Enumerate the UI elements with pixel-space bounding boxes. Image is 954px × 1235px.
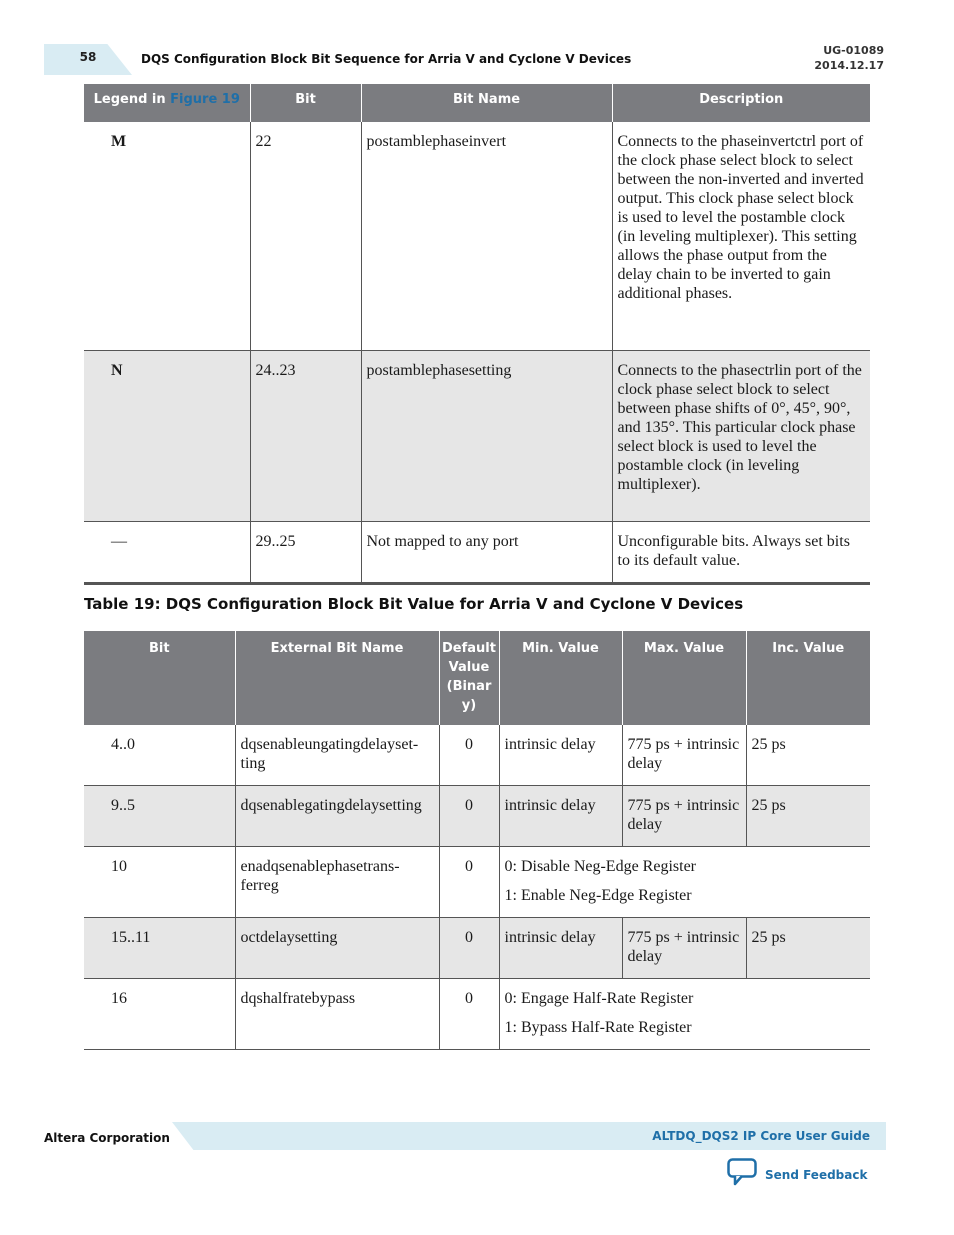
external-bit-name-cell: dqsenableungatingdelayset- ting — [235, 725, 439, 786]
table-row — [84, 979, 870, 1050]
table-header-row — [84, 631, 870, 725]
footer-guide-link[interactable]: ALTDQ_DQS2 IP Core User Guide — [652, 1129, 870, 1143]
default-value-cell: 0 — [439, 786, 499, 847]
max-value-cell: 775 ps + intrinsic delay — [622, 786, 746, 847]
legend-cell: M — [84, 122, 250, 350]
legend-cell: — — [84, 521, 250, 583]
column-header-legend — [84, 84, 250, 122]
bit-cell: 16 — [84, 979, 235, 1050]
column-header-max-value: Max. Value — [622, 631, 746, 725]
default-value-cell: 0 — [439, 847, 499, 918]
page-number: 58 — [79, 50, 97, 64]
column-header-external-bit-name: External Bit Name — [235, 631, 439, 725]
bit-cell: 4..0 — [84, 725, 235, 786]
external-bit-name-cell: dqsenablegatingdelaysetting — [235, 786, 439, 847]
default-value-cell: 0 — [439, 725, 499, 786]
external-bit-name-cell: enadqsenablephasetrans- ferreg — [235, 847, 439, 918]
table-row — [84, 786, 870, 847]
speech-bubble-icon — [727, 1158, 757, 1191]
min-value-cell: intrinsic delay — [499, 918, 622, 979]
table-row — [84, 350, 870, 521]
bit-name-cell: postamblephasesetting — [361, 350, 612, 521]
bit-cell: 15..11 — [84, 918, 235, 979]
table-row — [84, 122, 870, 350]
bit-cell: 10 — [84, 847, 235, 918]
bit-cell: 22 — [250, 122, 361, 350]
bit-name-cell: postamblephaseinvert — [361, 122, 612, 350]
min-value-cell: intrinsic delay — [499, 786, 622, 847]
column-header-bit: Bit — [84, 631, 235, 725]
column-header-description: Description — [612, 84, 870, 122]
column-header-bit-name: Bit Name — [361, 84, 612, 122]
bit-name-cell: Not mapped to any port — [361, 521, 612, 583]
default-value-cell: 0 — [439, 918, 499, 979]
max-value-cell: 775 ps + intrinsic delay — [622, 918, 746, 979]
column-header-min-value: Min. Value — [499, 631, 622, 725]
table-header-row — [84, 84, 870, 122]
max-value-cell: 775 ps + intrinsic delay — [622, 725, 746, 786]
document-date: 2014.12.17 — [814, 59, 884, 72]
inc-value-cell: 25 ps — [746, 725, 870, 786]
table-row — [84, 725, 870, 786]
table-row — [84, 918, 870, 979]
external-bit-name-cell: octdelaysetting — [235, 918, 439, 979]
option-line: 1: Bypass Half-Rate Register — [504, 1019, 692, 1036]
min-value-cell: intrinsic delay — [499, 725, 622, 786]
option-line: 0: Engage Half-Rate Register — [504, 990, 694, 1007]
bit-cell: 9..5 — [84, 786, 235, 847]
column-header-default-value: Default Value (Binary) — [439, 631, 499, 725]
column-header-inc-value: Inc. Value — [746, 631, 870, 725]
description-cell: Connects to the phasectrlin port of the clock phase select block to select between phase shifts of 0°, 45°, 90°, and 135°. This particular clock phase select block is used to level the postamble clock (in leveling multiplexer). — [612, 350, 870, 521]
table-row — [84, 847, 870, 918]
description-cell: Connects to the phaseinvertctrl port of the clock phase select block to select between the non-inverted and inverted output. This clock phase select block is used to level the postamble clock (in leveling multiplexer). This setting allows the phase output from the delay chain to be inverted to gain additional phases. — [612, 122, 870, 350]
inc-value-cell: 25 ps — [746, 918, 870, 979]
column-header-bit: Bit — [250, 84, 361, 122]
bit-cell: 29..25 — [250, 521, 361, 583]
figure-19-link[interactable]: Figure 19 — [170, 92, 240, 107]
document-id: UG-01089 — [823, 44, 884, 57]
document-meta — [814, 43, 884, 73]
description-cell: Unconfigurable bits. Always set bits to its default value. — [612, 521, 870, 583]
table-row — [84, 521, 870, 583]
bit-sequence-table — [84, 84, 870, 585]
send-feedback-button[interactable] — [727, 1158, 867, 1191]
inc-value-cell: 25 ps — [746, 786, 870, 847]
send-feedback-label: Send Feedback — [765, 1167, 868, 1182]
option-line: 0: Disable Neg-Edge Register — [504, 858, 696, 875]
value-options-cell — [499, 979, 870, 1050]
page-header-title: DQS Configuration Block Bit Sequence for Arria V and Cyclone V Devices — [141, 52, 632, 66]
value-options-cell — [499, 847, 870, 918]
legend-cell: N — [84, 350, 250, 521]
external-bit-name-cell: dqshalfratebypass — [235, 979, 439, 1050]
footer-company: Altera Corporation — [44, 1131, 170, 1145]
table-caption: Table 19: DQS Configuration Block Bit Value for Arria V and Cyclone V Devices — [84, 595, 744, 613]
default-value-cell: 0 — [439, 979, 499, 1050]
option-line: 1: Enable Neg-Edge Register — [504, 887, 692, 904]
bit-value-table — [84, 631, 870, 1050]
bit-cell: 24..23 — [250, 350, 361, 521]
legend-header-label: Legend in — [93, 92, 166, 107]
